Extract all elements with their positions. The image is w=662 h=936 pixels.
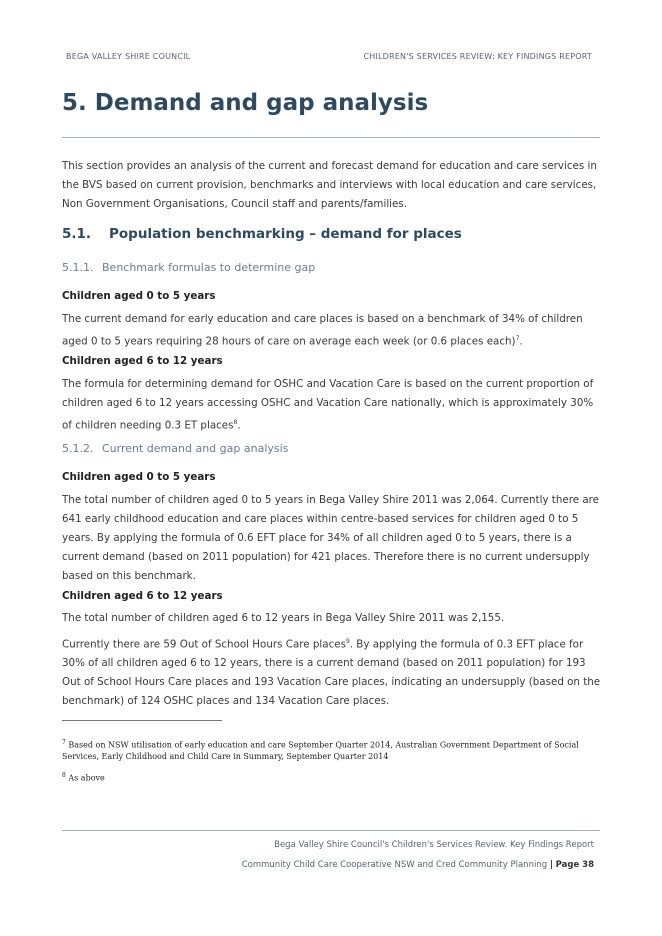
page-number: Page 38 [555,860,594,870]
subsection-number: 5.1.2. [62,442,94,455]
gap-6-12-paragraph-b: Currently there are 59 Out of School Hours Care places$^9$. By applying the formula of 0.3 EFT place for 30% of all children aged 6 to 12 years, there is a current demand (based on 2011 population) for 193 Out of School Hours Care places and 193 Vacation Care places, indicating an undersupply (based on the benchmark) of 124 OSHC places and 134 Vacation Care places. [62,638,601,708]
footnote-7: $^7$ Based on NSW utilisation of early education and care September Quarter 2014, Australian Government Department of Social Services, Early Childhood and Child Care in Summary, September Quarter 2014 [62,739,579,761]
footnote-ref-9[interactable]: 9 [345,638,350,645]
section-5-1-2-heading [62,439,602,458]
page-title: 5. Demand and gap analysis [62,90,429,116]
footer-line-2: Community Child Care Cooperative NSW and Cred Community Planning | Page 38 [241,860,594,870]
footer-line-1: Bega Valley Shire Council's Children's Services Review. Key Findings Report [274,840,594,850]
subsection-title: Current demand and gap analysis [102,442,289,455]
footer-divider [62,830,600,831]
gap-6-12-paragraph-a: The total number of children aged 6 to 12 years in Bega Valley Shire 2011 was 2,155. [62,612,505,624]
section-title: Population benchmarking – demand for places [109,226,462,242]
running-header-left: BEGA VALLEY SHIRE COUNCIL [66,52,191,61]
bench-0-5-paragraph: The current demand for early education and care places is based on a benchmark of 34% of children aged 0 to 5 years requiring 28 hours of care on average each week (or 0.6 places each)$^7$. [62,313,583,348]
bench-6-12-heading: Children aged 6 to 12 years [62,355,223,367]
footnote-ref-8[interactable]: 8 [233,419,238,426]
section-number: 5.1. [62,226,92,242]
section-5-1-heading [62,225,602,244]
footnote-8: $^8$ As above [62,772,105,783]
gap-0-5-heading: Children aged 0 to 5 years [62,471,216,483]
gap-6-12-heading: Children aged 6 to 12 years [62,590,223,602]
bench-6-12-paragraph: The formula for determining demand for OSHC and Vacation Care is based on the current proportion of children aged 6 to 12 years accessing OSHC and Vacation Care nationally, which is approximately 30% of children needing 0.3 ET places$^8$. [62,378,594,432]
intro-paragraph [62,157,602,214]
subsection-number: 5.1.1. [62,261,94,274]
title-divider [62,137,600,138]
footnote-divider [62,720,222,721]
bench-0-5-heading: Children aged 0 to 5 years [62,290,216,302]
running-header-right: CHILDREN'S SERVICES REVIEW: KEY FINDINGS REPORT [363,52,592,61]
subsection-title: Benchmark formulas to determine gap [102,261,316,274]
gap-0-5-paragraph: The total number of children aged 0 to 5 years in Bega Valley Shire 2011 was 2,064. Currently there are 641 early childhood education and care places within centre-based services for children aged 0 to 5 years. By applying the formula of 0.6 EFT place for 34% of all children aged 0 to 5 years, there is a current demand (based on 2011 population) for 421 places. Therefore there is no current undersupply based on this benchmark. [62,494,599,582]
intro-text: This section provides an analysis of the current and forecast demand for education and care services in the BVS based on current provision, benchmarks and interviews with local education and care services, Non Government Organisations, Council staff and parents/families. [62,160,597,210]
footnote-ref-7[interactable]: 7 [515,335,520,342]
section-5-1-1-heading [62,258,602,277]
footer-separator: | [549,860,553,870]
